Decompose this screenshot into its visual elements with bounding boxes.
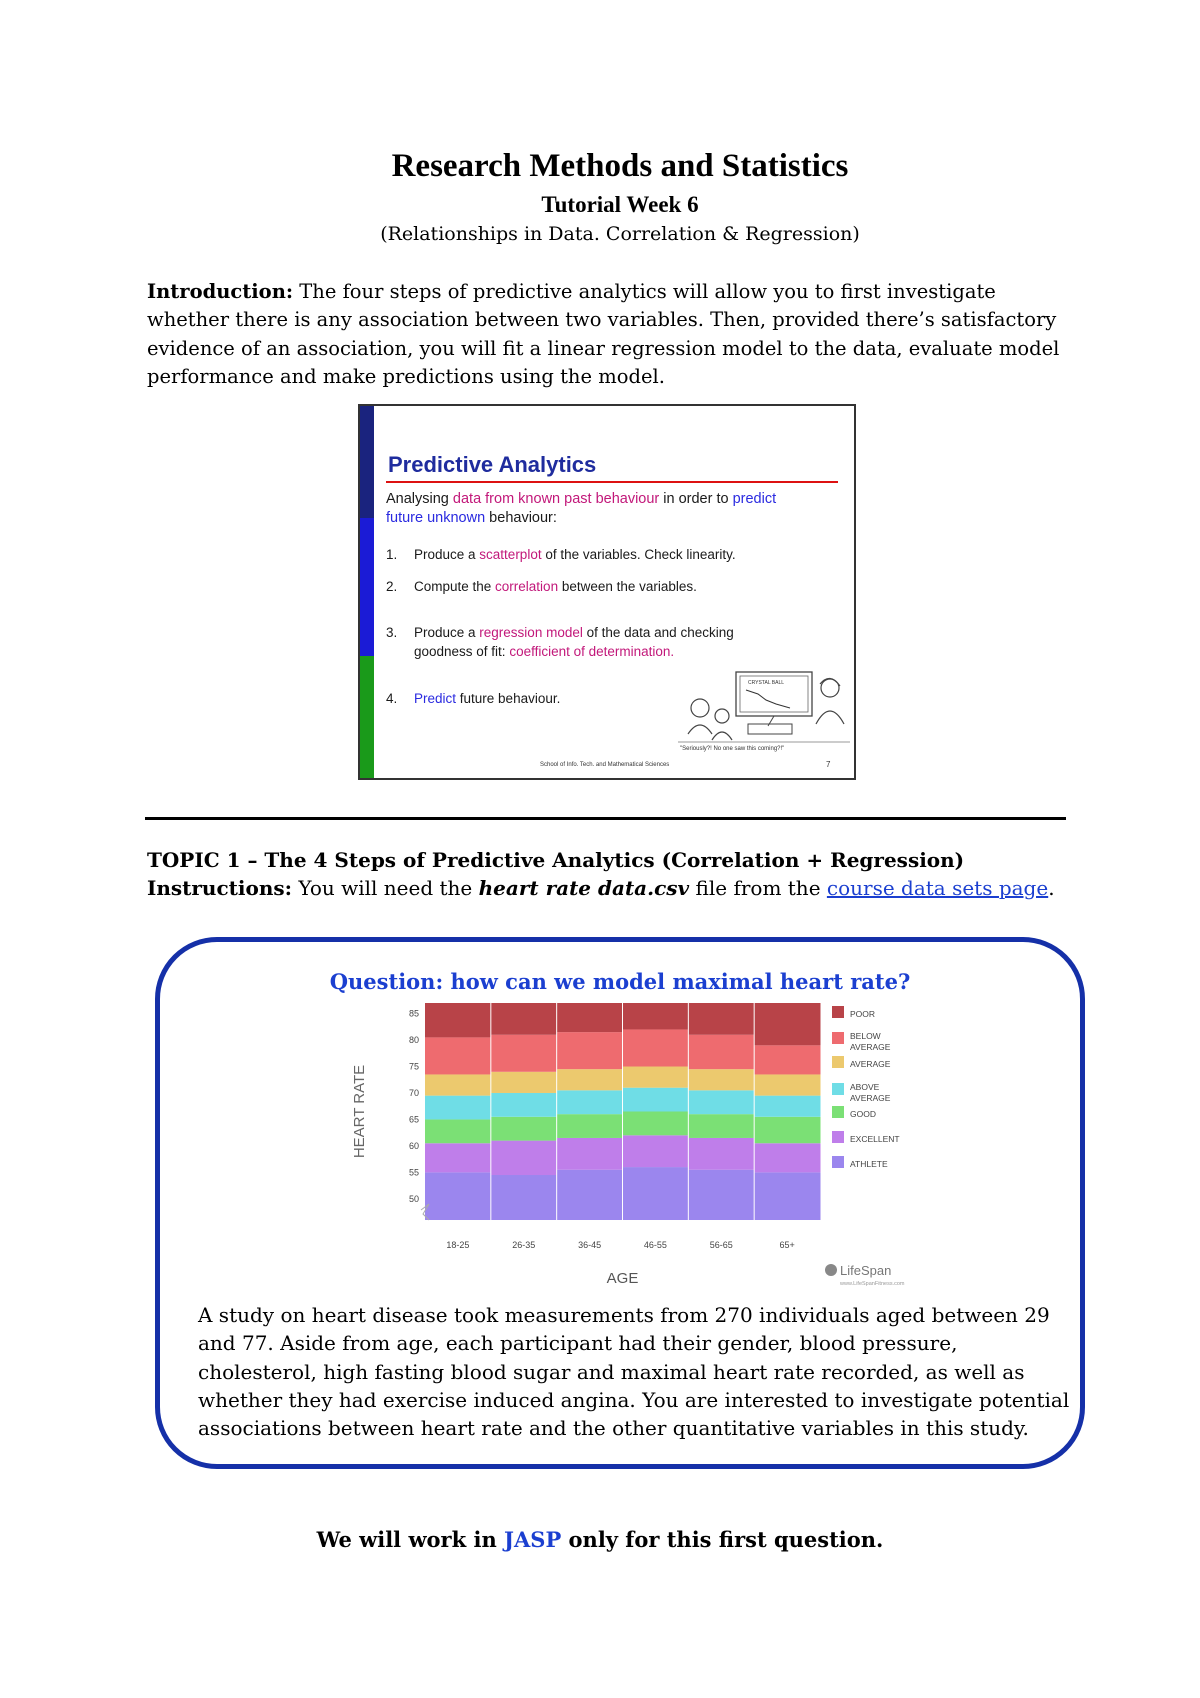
chart-band-above-average — [688, 1090, 754, 1114]
chart-x-axis-label: AGE — [606, 1270, 639, 1287]
chart-band-excellent — [623, 1135, 689, 1167]
chart-y-tick-label: 60 — [408, 1140, 419, 1151]
slide-step-text: Produce a — [414, 547, 480, 562]
closing-note — [0, 1527, 1200, 1552]
slide-step-text: future behaviour. — [456, 691, 561, 706]
chart-band-excellent — [557, 1138, 623, 1170]
chart-band-athlete — [491, 1175, 557, 1220]
slide-step-text: of the variables. Check linearity. — [541, 547, 736, 562]
chart-band-average — [425, 1074, 491, 1095]
chart-x-tick-label: 46-55 — [643, 1240, 667, 1250]
heart-rate-chart — [340, 995, 930, 1295]
slide-lead-line-2 — [386, 509, 557, 528]
chart-band-good — [425, 1119, 491, 1143]
chart-x-tick-label: 26-35 — [512, 1240, 536, 1250]
lifespan-brand: LifeSpan — [840, 1263, 892, 1278]
slide-band-mid — [360, 518, 374, 656]
slide-lead-d: predict — [732, 491, 777, 507]
chart-x-tick-label: 56-65 — [709, 1240, 733, 1250]
chart-band-average — [557, 1069, 623, 1090]
chart-legend-label: ABOVE — [850, 1082, 880, 1092]
slide-step-highlight: correlation — [495, 579, 559, 594]
chart-legend-swatch — [832, 1156, 844, 1168]
slide-step-2 — [386, 577, 697, 596]
chart-y-tick-label: 85 — [408, 1008, 419, 1019]
chart-legend-label: ATHLETE — [850, 1159, 888, 1169]
chart-band-good — [491, 1117, 557, 1141]
chart-legend-label: AVERAGE — [850, 1093, 891, 1103]
slide-lead-b: data from known past behaviour — [452, 491, 660, 507]
chart-band-poor — [688, 1003, 754, 1035]
crystal-ball-cartoon-icon — [678, 664, 850, 746]
slide-lead-a: Analysing — [386, 491, 453, 507]
topic-1-heading: TOPIC 1 – The 4 Steps of Predictive Analytics (Correlation + Regression) — [147, 848, 965, 872]
chart-x-tick-label: 65+ — [779, 1240, 795, 1250]
chart-band-above-average — [623, 1088, 689, 1112]
question-heading: Question: how can we model maximal heart rate? — [329, 969, 911, 994]
lifespan-url: www.LifeSpanFitness.com — [840, 1281, 905, 1287]
slide-page-number: 7 — [826, 760, 831, 769]
chart-x-tick-label: 36-45 — [578, 1240, 602, 1250]
closing-pre: We will work in — [316, 1527, 505, 1552]
slide-step-3 — [386, 623, 734, 661]
slide-lead-f: behaviour: — [485, 510, 557, 526]
chart-band-poor — [557, 1003, 623, 1032]
chart-band-poor — [623, 1003, 689, 1029]
chart-band-athlete — [557, 1170, 623, 1220]
slide-step-1 — [386, 545, 736, 564]
slide-lead-line-1 — [386, 490, 776, 509]
chart-legend-label: AVERAGE — [850, 1042, 891, 1052]
slide-cartoon-caption: "Seriously?! No one saw this coming?!" — [680, 746, 785, 752]
slide-step-3-line2-a: goodness of fit: — [414, 644, 510, 659]
slide-step-highlight: Predict — [414, 691, 457, 706]
slide-step-num: 4. — [386, 691, 398, 706]
chart-band-above-average — [754, 1096, 820, 1117]
instructions-line — [147, 876, 1055, 900]
chart-band-average — [754, 1074, 820, 1095]
svg-text:CRYSTAL BALL: CRYSTAL BALL — [748, 680, 785, 686]
slide-band-bottom — [360, 656, 374, 778]
chart-legend-label: POOR — [850, 1009, 876, 1019]
chart-y-tick-label: 75 — [408, 1061, 419, 1072]
slide-step-text: Compute the — [414, 579, 496, 594]
slide-step-text: of the data and checking — [582, 625, 734, 640]
intro-text: The four steps of predictive analytics will allow you to first investigate whether there is any association between two variables. Then, provided there’s satisfactory evidence of an association, you will fit a linear regression model to the data, evaluate model performance and make predictions using the model. — [147, 280, 1060, 388]
chart-legend-swatch — [832, 1106, 844, 1118]
chart-band-above-average — [491, 1093, 557, 1117]
slide-step-text: Produce a — [414, 625, 480, 640]
slide-band-top — [360, 406, 374, 518]
closing-post: only for this first question. — [561, 1527, 884, 1552]
chart-legend-swatch — [832, 1032, 844, 1044]
chart-y-tick-label: 50 — [408, 1193, 419, 1204]
slide-footer: School of Info. Tech. and Mathematical Sciences — [540, 762, 670, 768]
chart-legend-swatch — [832, 1056, 844, 1068]
chart-y-axis-label: HEART RATE — [351, 1064, 368, 1159]
chart-legend-swatch — [832, 1006, 844, 1018]
jasp-name: JASP — [504, 1527, 562, 1552]
slide-step-num: 1. — [386, 547, 398, 562]
chart-legend-label: AVERAGE — [850, 1059, 891, 1069]
chart-band-below-average — [491, 1035, 557, 1072]
instructions-label: Instructions: — [147, 876, 293, 900]
chart-band-athlete — [754, 1172, 820, 1220]
chart-band-below-average — [425, 1037, 491, 1074]
chart-band-excellent — [754, 1143, 820, 1172]
instructions-text: file from the — [689, 876, 827, 900]
chart-band-below-average — [754, 1045, 820, 1074]
intro-paragraph — [147, 278, 1072, 391]
chart-band-average — [491, 1072, 557, 1093]
chart-band-good — [754, 1117, 820, 1143]
document-topic: (Relationships in Data. Correlation & Regression) — [380, 223, 860, 245]
slide-title-rule — [386, 481, 838, 483]
chart-band-good — [623, 1112, 689, 1136]
chart-band-excellent — [688, 1138, 754, 1170]
chart-legend-label: BELOW — [850, 1031, 881, 1041]
chart-x-tick-label: 18-25 — [446, 1240, 470, 1250]
chart-band-good — [688, 1114, 754, 1138]
chart-band-above-average — [425, 1096, 491, 1120]
instructions-text: . — [1048, 876, 1055, 900]
chart-band-athlete — [623, 1167, 689, 1220]
chart-band-excellent — [425, 1143, 491, 1172]
chart-band-average — [688, 1069, 754, 1090]
document-subtitle: Tutorial Week 6 — [541, 192, 699, 217]
course-data-sets-link[interactable]: course data sets page — [826, 876, 1049, 900]
chart-y-tick-label: 80 — [408, 1035, 419, 1046]
chart-legend-swatch — [832, 1131, 844, 1143]
chart-y-tick-label: 65 — [408, 1114, 419, 1125]
lifespan-logo-icon — [825, 1264, 837, 1276]
slide-title: Predictive Analytics — [388, 452, 597, 477]
slide-step-num: 3. — [386, 625, 398, 640]
instructions-text: You will need the — [292, 876, 479, 900]
chart-y-tick-label: 55 — [408, 1167, 419, 1178]
instructions-filename: heart rate data.csv — [478, 876, 690, 900]
chart-band-athlete — [688, 1170, 754, 1220]
chart-band-poor — [754, 1003, 820, 1045]
chart-band-above-average — [557, 1090, 623, 1114]
chart-band-poor — [425, 1003, 491, 1037]
slide-lead-c: in order to — [659, 491, 733, 507]
chart-legend-label: EXCELLENT — [850, 1134, 900, 1144]
chart-legend-swatch — [832, 1083, 844, 1095]
chart-band-athlete — [425, 1172, 491, 1220]
predictive-analytics-slide — [358, 404, 856, 780]
slide-step-highlight: regression model — [479, 625, 583, 640]
slide-lead-e: future unknown — [386, 510, 486, 526]
chart-band-below-average — [557, 1032, 623, 1069]
chart-legend-label: GOOD — [850, 1109, 876, 1119]
slide-step-text: between the variables. — [558, 579, 697, 594]
chart-band-below-average — [688, 1035, 754, 1069]
chart-y-tick-label: 70 — [408, 1087, 419, 1098]
slide-step-num: 2. — [386, 579, 398, 594]
chart-band-below-average — [623, 1029, 689, 1066]
intro-label: Introduction: — [147, 280, 294, 303]
section-divider — [145, 817, 1066, 820]
document-title: Research Methods and Statistics — [391, 148, 849, 184]
slide-step-highlight: scatterplot — [479, 547, 542, 562]
study-paragraph: A study on heart disease took measurements from 270 individuals aged between 29 and 77. Aside from age, each participant had their gender, blood pressure, cholesterol, high fasting blood sugar and maximal heart rate recorded, as well as whether they had exercise induced angina. You are interested to investigate potential associations between heart rate and the other quantitative variables in this study. — [198, 1303, 1070, 1441]
chart-band-excellent — [491, 1141, 557, 1175]
chart-band-average — [623, 1067, 689, 1088]
chart-band-poor — [491, 1003, 557, 1035]
slide-step-4 — [386, 689, 560, 708]
slide-step-3-line2-b: coefficient of determination. — [509, 644, 675, 659]
chart-band-good — [557, 1114, 623, 1138]
